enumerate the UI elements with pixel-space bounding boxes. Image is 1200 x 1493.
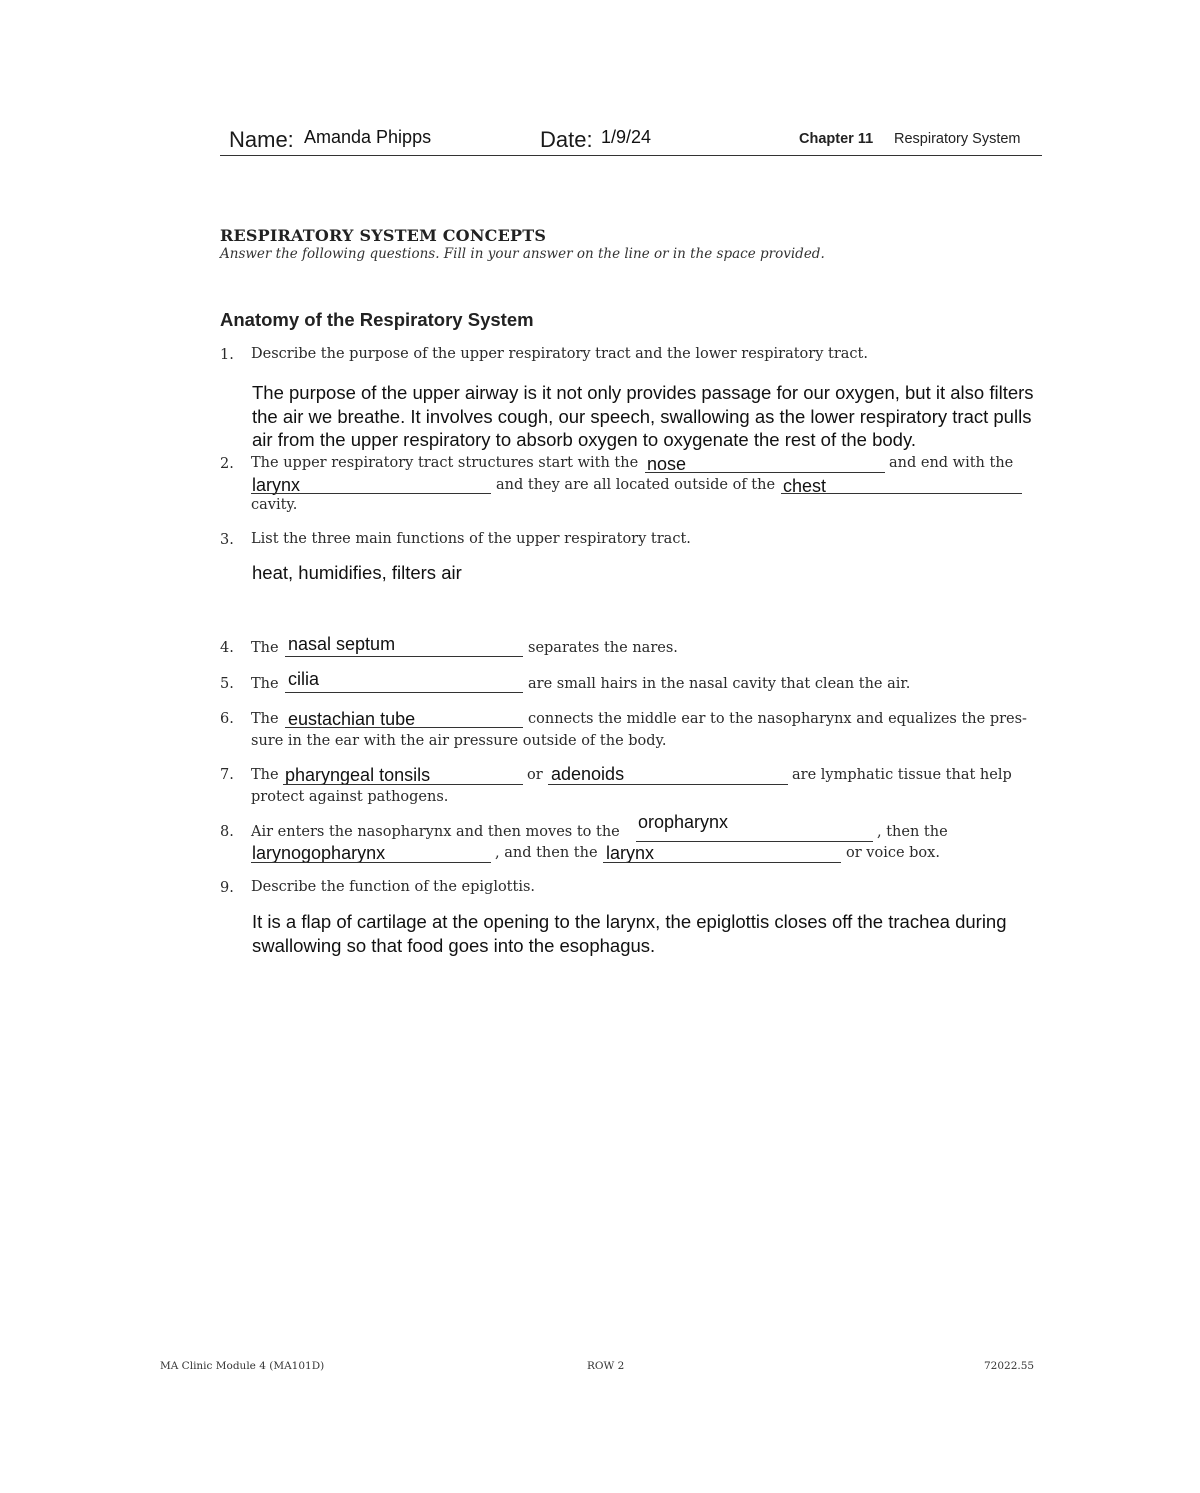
q7-blank-b-line [548,784,788,785]
q9-number: 9. [220,880,234,896]
q5-blank[interactable]: cilia [288,669,320,689]
q9-text: Describe the function of the epiglottis. [251,879,536,895]
q8-blank-b-line [251,862,491,863]
q8-blank-a-line [636,841,873,842]
name-label: Name: [229,127,294,152]
q2-text-c: and they are all located outside of the [496,477,776,493]
chapter-label: Chapter 11 [799,131,874,147]
q8-blank-b[interactable]: larynogopharynx [252,843,386,863]
chapter-title: Respiratory System [894,131,1021,147]
q2-number: 2. [220,456,234,472]
q2-blank-cavity[interactable]: chest [783,476,827,496]
q7-blank-a-line [283,784,523,785]
q7-text-c: are lymphatic tissue that help [792,767,1012,783]
footer-module: MA Clinic Module 4 (MA101D) [160,1360,325,1372]
q5-blank-line [285,692,523,693]
q3-text: List the three main functions of the upper respiratory tract. [251,531,691,547]
q6-blank-line [285,727,523,728]
q6-text-a: The [251,711,279,727]
date-value[interactable]: 1/9/24 [601,127,652,147]
q2-blank-end-line [251,493,491,494]
q4-blank-line [285,656,523,657]
q4-number: 4. [220,640,234,656]
q9-answer-line: swallowing so that food goes into the esophagus. [252,934,656,956]
q7-text-a: The [251,767,279,783]
q8-blank-a[interactable]: oropharynx [638,812,729,832]
q1-answer[interactable] [252,381,1132,452]
q4-text-b: separates the nares. [528,640,678,656]
q8-number: 8. [220,824,234,840]
section-subtitle: Anatomy of the Respiratory System [220,309,534,330]
q4-text-a: The [251,640,279,656]
q7-text-d: protect against pathogens. [251,789,449,805]
q1-number: 1. [220,347,234,363]
q2-text-a: The upper respiratory tract structures start with the [251,455,639,471]
q7-text-b: or [527,767,543,783]
q5-text-a: The [251,676,279,692]
footer-row: ROW 2 [587,1360,625,1372]
q2-text-d: cavity. [251,497,298,513]
q8-text-b: , then the [877,824,948,840]
section-title: RESPIRATORY SYSTEM CONCEPTS [220,226,547,245]
q1-answer-line: the air we breathe. It involves cough, our speech, swallowing as the lower respiratory tract pulls [252,405,1032,427]
q1-text: Describe the purpose of the upper respiratory tract and the lower respiratory tract. [251,346,868,362]
q5-number: 5. [220,676,234,692]
q6-blank[interactable]: eustachian tube [288,709,416,729]
q2-blank-start-line [645,472,885,473]
q9-answer-line: It is a flap of cartilage at the opening to the larynx, the epiglottis closes off the trachea during [252,911,1007,932]
q1-answer-line: The purpose of the upper airway is it not only provides passage for our oxygen, but it also filters [252,382,1034,403]
q8-text-d: or voice box. [846,845,940,861]
q3-number: 3. [220,532,234,548]
name-value[interactable]: Amanda Phipps [304,127,432,147]
q6-text-c: sure in the ear with the air pressure outside of the body. [251,733,667,749]
q7-blank-b[interactable]: adenoids [551,764,625,784]
date-label: Date: [540,127,593,152]
q7-number: 7. [220,767,234,783]
q2-blank-end[interactable]: larynx [252,475,301,495]
q5-text-b: are small hairs in the nasal cavity that clean the air. [528,676,911,692]
q2-blank-cavity-line [781,493,1022,494]
section-instructions: Answer the following questions. Fill in your answer on the line or in the space provided. [220,246,825,262]
q6-number: 6. [220,711,234,727]
q2-blank-start[interactable]: nose [647,454,687,474]
q7-blank-a[interactable]: pharyngeal tonsils [285,765,431,785]
q2-text-b: and end with the [889,455,1014,471]
q6-text-b: connects the middle ear to the nasopharynx and equalizes the pres- [528,711,1027,727]
q8-text-c: , and then the [495,845,598,861]
footer-code: 72022.55 [984,1360,1035,1372]
q3-answer[interactable]: heat, humidifies, filters air [252,562,462,583]
q8-blank-c-line [603,862,841,863]
q9-answer[interactable] [252,910,1132,957]
q8-blank-c[interactable]: larynx [606,843,655,863]
header-rule [220,155,1042,156]
q8-text-a: Air enters the nasopharynx and then moves to the [251,824,620,840]
q4-blank[interactable]: nasal septum [288,634,396,654]
q1-answer-line: air from the upper respiratory to absorb oxygen to oxygenate the rest of the body. [252,429,916,450]
